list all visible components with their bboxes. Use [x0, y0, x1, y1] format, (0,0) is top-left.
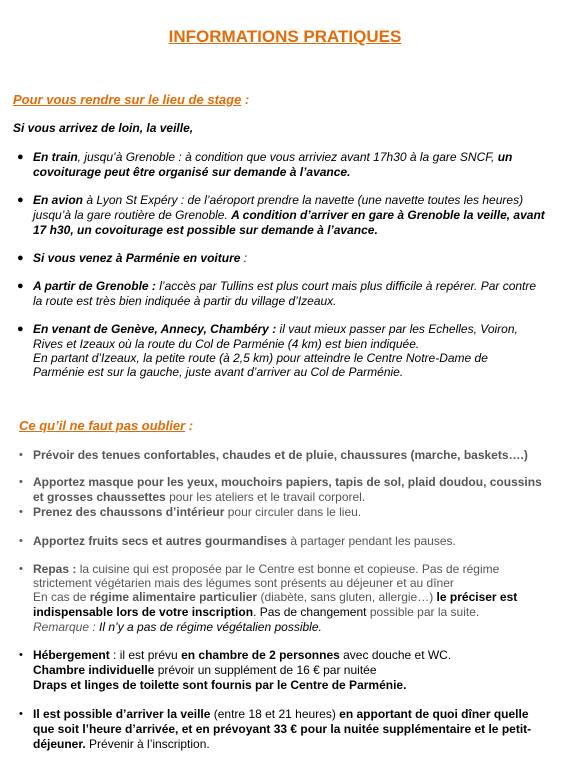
- grenoble-line-2: la route est très bien indiquée à partir du village d’Izeaux.: [33, 294, 337, 308]
- lodging-line-2: Chambre individuelle prévoir un supplément de 16 € par nuitée: [33, 663, 377, 677]
- bullet-icon: ●: [17, 151, 24, 163]
- plane-line-2: jusqu’à la gare routière de Grenoble. A condition d’arriver en gare à Grenoble la veille, avant: [33, 208, 545, 222]
- bullet-icon: •: [19, 708, 23, 720]
- arrival-line-1: Il est possible d’arriver la veille (entre 18 et 21 heures) en apportant de quoi dîner quelle: [33, 707, 529, 721]
- section-heading-directions: Pour vous rendre sur le lieu de stage :: [13, 92, 250, 107]
- plane-line-1: En avion à Lyon St Expéry : de l’aéroport prendre la navette (une navette toutes les heures): [33, 193, 524, 207]
- bullet-icon: ●: [17, 280, 24, 292]
- train-line-1: En train, jusqu’à Grenoble : à condition que vous arriviez avant 17h30 à la gare SNCF, un: [33, 150, 513, 164]
- mask-line-1: Apportez masque pour les yeux, mouchoirs papiers, tapis de sol, plaid doudou, coussins: [33, 475, 542, 489]
- train-line-2: covoiturage peut être organisé sur demande à l’avance.: [33, 165, 351, 179]
- geneve-line-1: En venant de Genève, Annecy, Chambéry : il vaut mieux passer par les Echelles, Voiron,: [33, 322, 518, 336]
- bullet-icon: •: [19, 506, 23, 518]
- bullet-icon: •: [19, 535, 23, 547]
- slippers-line: Prenez des chaussons d’intérieur pour circuler dans le lieu.: [33, 505, 362, 519]
- meals-line-3: En cas de régime alimentaire particulier (diabète, sans gluten, allergie…) le préciser est: [33, 590, 518, 604]
- bullet-icon: ●: [17, 194, 24, 206]
- bullet-icon: •: [19, 476, 23, 488]
- intro-line: Si vous arrivez de loin, la veille,: [13, 121, 194, 135]
- plane-line-3: 17 h30, un covoiturage est possible sur demande à l’avance.: [33, 223, 378, 237]
- grenoble-line-1: A partir de Grenoble : l’accès par Tullins est plus court mais plus difficile à repérer. Par contre: [33, 279, 537, 293]
- meals-line-5: Remarque : Il n’y a pas de régime végétalien possible.: [33, 620, 322, 634]
- meals-line-2: strictement végétarien mais des légumes sont présents au déjeuner et au dîner: [33, 576, 454, 590]
- geneve-line-4: Parménie est sur la gauche, juste avant d’arriver au Col de Parménie.: [33, 365, 404, 379]
- page-title: INFORMATIONS PRATIQUES: [168, 27, 402, 46]
- bullet-icon: ●: [17, 323, 24, 335]
- arrival-line-3: déjeuner. Prévenir à l’inscription.: [33, 737, 210, 751]
- meals-line-4: indispensable lors de votre inscription. Pas de changement possible par la suite.: [33, 605, 480, 619]
- mask-line-2: et grosses chaussettes pour les ateliers et le travail corporel.: [33, 490, 366, 504]
- lodging-line-1: Hébergement : il est prévu en chambre de 2 personnes avec douche et WC.: [33, 648, 452, 662]
- meals-line-1: Repas : la cuisine qui est proposée par le Centre est bonne et copieuse. Pas de régime: [33, 562, 500, 576]
- bullet-icon: •: [19, 449, 23, 461]
- snacks-line: Apportez fruits secs et autres gourmandises à partager pendant les pauses.: [33, 534, 456, 548]
- geneve-line-3: En partant d’Izeaux, la petite route (à 2,5 km) pour atteindre le Centre Notre-Dame de: [33, 351, 488, 365]
- bullet-icon: •: [19, 649, 23, 661]
- car-line: Si vous venez à Parménie en voiture :: [33, 251, 248, 265]
- section-heading-checklist: Ce qu’il ne faut pas oublier :: [19, 418, 194, 433]
- geneve-line-2: Rives et Izeaux où la route du Col de Parménie (4 km) est bien indiquée.: [33, 337, 420, 351]
- arrival-line-2: que soit l’heure d’arrivée, et en prévoyant 33 € pour la nuitée supplémentaire et le petit-: [33, 722, 532, 736]
- bullet-icon: ●: [17, 252, 24, 264]
- clothes-line: Prévoir des tenues confortables, chaudes et de pluie, chaussures (marche, baskets….): [33, 448, 528, 462]
- lodging-line-3: Draps et linges de toilette sont fournis par le Centre de Parménie.: [33, 678, 407, 692]
- bullet-icon: •: [19, 563, 23, 575]
